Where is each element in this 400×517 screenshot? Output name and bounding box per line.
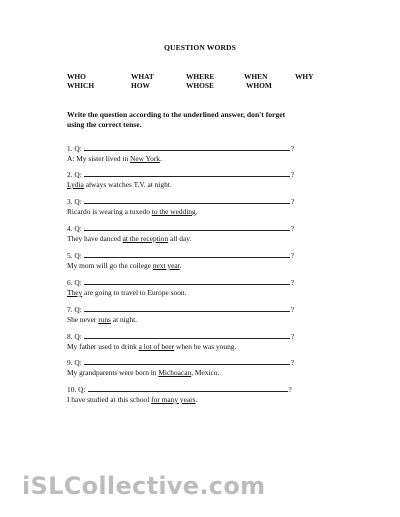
question-number: 6.: [67, 278, 73, 287]
instructions-line-2: using the correct tense.: [67, 120, 142, 129]
question-mark: ?: [290, 332, 295, 341]
question-item: [67, 143, 294, 164]
underlined-answer: New York: [130, 154, 161, 163]
answer-sentence: My father used to drink a lot of beer when he was young.: [67, 342, 237, 351]
question-prefix: Q:: [74, 224, 82, 233]
question-item: [67, 250, 294, 271]
instructions: [67, 110, 367, 130]
question-mark: ?: [290, 144, 295, 153]
answer-blank[interactable]: [84, 143, 290, 151]
answer-sentence: My grandparents were born in Michoacan, Mexico.: [67, 368, 220, 377]
question-number: 4.: [67, 224, 73, 233]
question-item: [67, 277, 294, 298]
question-number: 2.: [67, 170, 73, 179]
word-when: WHEN: [244, 72, 268, 81]
word-whose: WHOSE: [186, 81, 214, 90]
answer-blank[interactable]: [84, 304, 290, 312]
question-number: 3.: [67, 197, 73, 206]
answer-blank[interactable]: [84, 357, 290, 365]
answer-blank[interactable]: [88, 384, 288, 392]
question-prefix: Q:: [78, 385, 86, 394]
word-where: WHERE: [186, 72, 215, 81]
question-mark: ?: [290, 197, 295, 206]
answer-blank[interactable]: [84, 169, 290, 177]
question-prefix: Q:: [74, 170, 82, 179]
question-prefix: Q:: [74, 251, 82, 260]
answer-sentence: A: My sister lived in New York.: [67, 154, 162, 163]
answer-sentence: I have studied at this school for many years.: [67, 395, 198, 404]
worksheet-title: QUESTION WORDS: [164, 43, 236, 52]
question-mark: ?: [290, 251, 295, 260]
question-number: 1.: [67, 144, 73, 153]
underlined-answer: to the wedding: [151, 207, 196, 216]
underlined-answer: a lot of beer: [138, 342, 175, 351]
question-item: [67, 304, 294, 325]
underlined-answer: They: [67, 288, 83, 297]
answer-sentence: Lydia always watches T.V. at night.: [67, 180, 172, 189]
question-prefix: Q:: [74, 144, 82, 153]
question-item: [67, 223, 294, 244]
answer-sentence: They are going to travel to Europe soon.: [67, 288, 187, 297]
word-whom: WHOM: [246, 81, 272, 90]
question-mark: ?: [290, 170, 295, 179]
word-how: HOW: [131, 81, 150, 90]
question-number: 9.: [67, 358, 73, 367]
question-item: [67, 384, 292, 405]
answer-blank[interactable]: [84, 277, 290, 285]
question-number: 7.: [67, 305, 73, 314]
answer-blank[interactable]: [84, 196, 290, 204]
question-mark: ?: [290, 224, 295, 233]
question-prefix: Q:: [74, 305, 82, 314]
underlined-answer: Michoacan: [158, 368, 192, 377]
islcollective-watermark: iSLCollective.com: [22, 472, 266, 500]
answer-blank[interactable]: [84, 223, 290, 231]
question-number: 8.: [67, 332, 73, 341]
answer-blank[interactable]: [84, 250, 290, 258]
instructions-line-1: Write the question according to the underlined answer, don't forget: [67, 110, 286, 119]
answer-sentence: They have danced at the reception all day.: [67, 234, 192, 243]
underlined-answer: next year: [152, 261, 180, 270]
question-mark: ?: [290, 358, 295, 367]
question-number: 5.: [67, 251, 73, 260]
question-item: [67, 357, 294, 378]
word-which: WHICH: [67, 81, 95, 90]
word-why: WHY: [295, 72, 314, 81]
question-prefix: Q:: [74, 358, 82, 367]
question-item: [67, 331, 294, 352]
question-prefix: Q:: [74, 278, 82, 287]
question-prefix: Q:: [74, 197, 82, 206]
question-number: 10.: [67, 385, 77, 394]
answer-blank[interactable]: [84, 331, 290, 339]
underlined-answer: Lydia: [67, 180, 84, 189]
answer-sentence: My mom will go the college next year.: [67, 261, 182, 270]
question-mark: ?: [290, 278, 295, 287]
underlined-answer: at the reception: [122, 234, 169, 243]
question-item: [67, 169, 294, 190]
question-prefix: Q:: [74, 332, 82, 341]
question-mark: ?: [290, 305, 295, 314]
answer-sentence: Ricardo is wearing a tuxedo to the wedding.: [67, 207, 198, 216]
underlined-answer: for many years: [151, 395, 196, 404]
question-mark: ?: [288, 385, 292, 394]
question-item: [67, 196, 294, 217]
word-who: WHO: [67, 72, 86, 81]
word-what: WHAT: [131, 72, 154, 81]
underlined-answer: runs: [98, 315, 111, 324]
answer-sentence: She never runs at night.: [67, 315, 138, 324]
